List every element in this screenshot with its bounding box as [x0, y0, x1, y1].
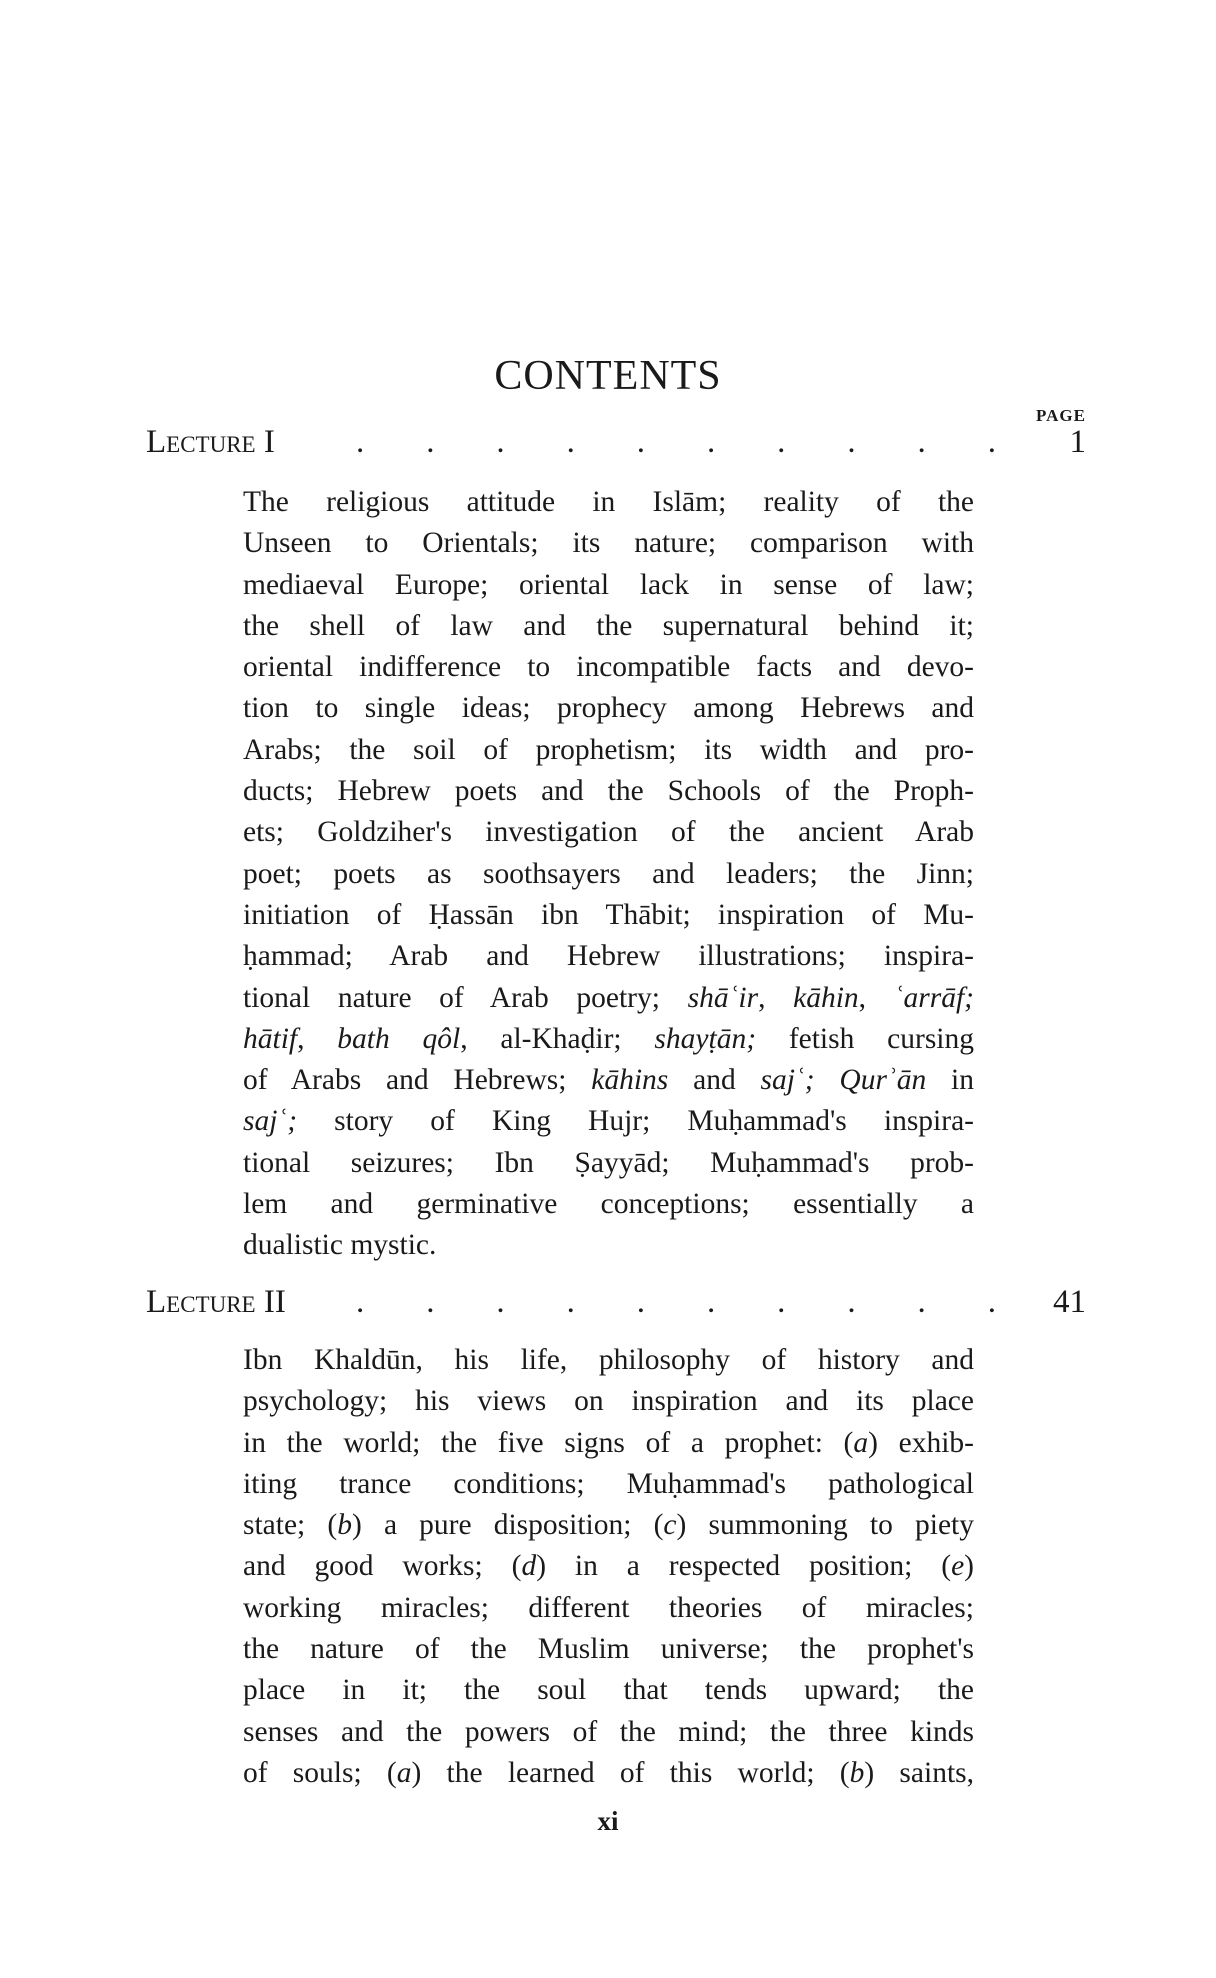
leader-dot: . [706, 424, 716, 460]
italic-term: hātif [243, 1022, 298, 1055]
italic-term: bath qôl [337, 1022, 461, 1055]
leader-dot: . [706, 1284, 716, 1320]
text-segment: ḥammad; Arab and Hebrew illustrations; inspira- [243, 940, 974, 973]
italic-term: b [849, 1756, 865, 1789]
text-segment: working miracles; different theories of miracles; [243, 1591, 974, 1624]
italic-term: d [521, 1550, 537, 1583]
lecture-1-summary [243, 482, 974, 1267]
leader-dot: . [496, 1284, 505, 1320]
leader-dot: . [496, 424, 505, 460]
lecture-2-summary [243, 1340, 974, 1794]
italic-term: sajʿ; [760, 1064, 815, 1097]
text-segment: senses and the powers of the mind; the three kinds [243, 1715, 974, 1748]
leader-dot: . [356, 1284, 365, 1320]
summary-line [243, 1060, 974, 1101]
leader-dot: . [636, 424, 645, 460]
text-segment: ets; Goldziher's investigation of the ancient Arab [243, 816, 974, 849]
summary-line [243, 1101, 974, 1142]
leader-dot: . [847, 424, 856, 460]
summary-line [243, 936, 974, 977]
text-segment: tion to single ideas; prophecy among Hebrews and [243, 692, 974, 725]
summary-line [243, 812, 974, 853]
page-number: 41 [1053, 1284, 1086, 1320]
text-segment: psychology; his views on inspiration and its place [243, 1385, 974, 1418]
italic-term: Qurʾān [839, 1064, 927, 1097]
text-segment: , al-Khaḍir; [460, 1022, 655, 1055]
italic-term: ʿarrāf; [893, 981, 975, 1014]
italic-term: e [951, 1550, 965, 1583]
text-segment: lem and germinative conceptions; essentially a [243, 1188, 974, 1221]
text-segment: and [668, 1064, 761, 1097]
summary-line [243, 978, 974, 1019]
page-column-header: PAGE [1036, 406, 1086, 425]
text-segment: tional nature of Arab poetry; [243, 981, 688, 1014]
toc-entry-lecture-2[interactable] [146, 1284, 1086, 1328]
page-number: 1 [1069, 424, 1086, 460]
italic-term: sajʿ; [243, 1105, 298, 1138]
summary-line [243, 1019, 974, 1060]
text-segment: the nature of the Muslim universe; the prophet's [243, 1633, 974, 1666]
leader-dot: . [987, 1284, 996, 1320]
summary-line [243, 1588, 974, 1629]
summary-line [243, 1670, 974, 1711]
lecture-title: Lecture II [146, 1284, 286, 1320]
summary-line [243, 854, 974, 895]
text-segment: initiation of Ḥassān ibn Thābit; inspiration of Mu- [243, 898, 974, 931]
leader-dot: . [917, 1284, 926, 1320]
text-segment: in the world; the five signs of a prophet: ( [243, 1426, 854, 1459]
text-segment: state; ( [243, 1509, 338, 1542]
leader-dot: . [566, 1284, 575, 1320]
text-segment: ) [964, 1550, 974, 1583]
folio-page-number: xi [597, 1806, 619, 1836]
leader-dot: . [356, 424, 365, 460]
summary-line [243, 1143, 974, 1184]
summary-line [243, 1464, 974, 1505]
leader-dot: . [847, 1284, 856, 1320]
text-segment: ) exhib- [868, 1426, 974, 1459]
toc-entry-lecture-1[interactable] [146, 424, 1086, 468]
text-segment: Arabs; the soil of prophetism; its width and pro- [243, 733, 974, 766]
italic-term: shayṭān; [654, 1022, 757, 1055]
text-segment [815, 1064, 840, 1096]
summary-line [243, 730, 974, 771]
leader-dot: . [987, 424, 996, 460]
text-segment: , [758, 981, 794, 1014]
leader-dots [356, 1284, 996, 1321]
summary-line [243, 895, 974, 936]
text-segment: of Arabs and Hebrews; [243, 1064, 592, 1097]
italic-term: kāhins [591, 1064, 669, 1097]
summary-line [243, 1546, 974, 1587]
text-segment: , [297, 1022, 338, 1055]
summary-line [243, 1340, 974, 1381]
italic-term: a [396, 1756, 412, 1789]
text-segment: of souls; ( [243, 1756, 397, 1789]
summary-line [243, 1629, 974, 1670]
text-segment: place in it; the soul that tends upward; the [243, 1674, 974, 1707]
summary-line [243, 1423, 974, 1464]
text-segment: dualistic mystic. [243, 1229, 437, 1262]
text-segment: ducts; Hebrew poets and the Schools of the Proph- [243, 775, 974, 808]
text-segment: story of King Hujr; Muḥammad's inspira- [297, 1105, 974, 1138]
text-segment: ) in a respected position; ( [536, 1550, 952, 1583]
summary-line [243, 523, 974, 564]
page-title: CONTENTS [494, 353, 722, 399]
leader-dot: . [917, 424, 926, 460]
italic-term: kāhin [793, 981, 859, 1014]
text-segment: Ibn Khaldūn, his life, philosophy of history and [243, 1344, 974, 1376]
summary-line [243, 1184, 974, 1225]
text-segment: tional seizures; Ibn Ṣayyād; Muḥammad's prob- [243, 1146, 974, 1179]
summary-line [243, 1753, 974, 1794]
leader-dots [356, 424, 996, 461]
italic-term: a [853, 1426, 869, 1459]
lecture-title: Lecture I [146, 424, 275, 460]
text-segment: and good works; ( [243, 1550, 522, 1583]
text-segment: ) saints, [864, 1756, 975, 1789]
summary-line [243, 606, 974, 647]
leader-dot: . [426, 424, 435, 460]
text-segment: mediaeval Europe; oriental lack in sense of law; [243, 568, 974, 601]
text-segment: ) summoning to piety [676, 1509, 974, 1542]
text-segment: oriental indifference to incompatible facts and devo- [243, 651, 974, 684]
text-segment: poet; poets as soothsayers and leaders; the Jinn; [243, 857, 974, 890]
text-segment: fetish cursing [756, 1022, 974, 1055]
leader-dot: . [636, 1284, 645, 1320]
text-segment: in [926, 1064, 975, 1097]
text-segment: the shell of law and the supernatural behind it; [243, 609, 974, 642]
summary-line [243, 565, 974, 606]
italic-term: shāʿir [687, 981, 759, 1014]
text-segment: Unseen to Orientals; its nature; comparison with [243, 527, 974, 560]
summary-line [243, 482, 974, 523]
summary-line [243, 1712, 974, 1753]
italic-term: c [663, 1509, 677, 1542]
text-segment: ) a pure disposition; ( [351, 1509, 664, 1542]
summary-line [243, 647, 974, 688]
leader-dot: . [566, 424, 575, 460]
text-segment: iting trance conditions; Muḥammad's pathological [243, 1467, 974, 1500]
text-segment: , [858, 981, 894, 1014]
text-segment: ) the learned of this world; ( [411, 1756, 850, 1789]
leader-dot: . [777, 1284, 786, 1320]
summary-line [243, 1505, 974, 1546]
summary-line [243, 771, 974, 812]
text-segment: The religious attitude in Islām; reality of the [243, 486, 974, 518]
summary-line [243, 1225, 974, 1266]
leader-dot: . [426, 1284, 435, 1320]
summary-line [243, 1381, 974, 1422]
leader-dot: . [777, 424, 786, 460]
summary-line [243, 688, 974, 729]
italic-term: b [337, 1509, 352, 1542]
